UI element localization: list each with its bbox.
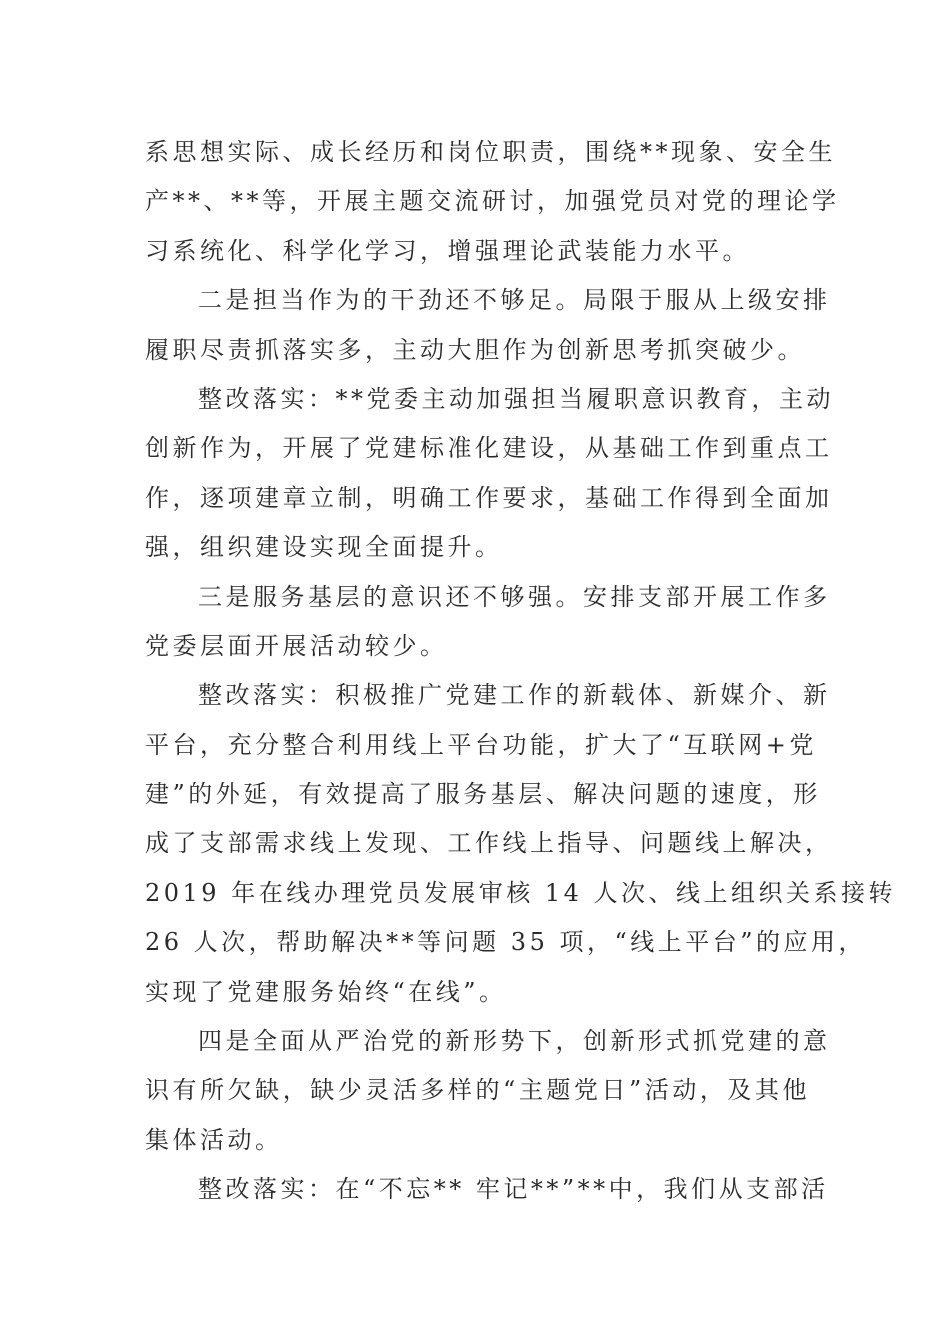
text-line: 履职尽责抓落实多，主动大胆作为创新思考抓突破少。 (145, 335, 805, 364)
text-line: 二是担当作为的干劲还不够足。局限于服从上级安排 (198, 286, 831, 315)
text-line: 平台，充分整合利用线上平台功能，扩大了“互联网+党 (145, 730, 817, 759)
text-line: 三是服务基层的意识还不够强。安排支部开展工作多 (198, 582, 831, 611)
text-line: 产**、**等，开展主题交流研讨，加强党员对党的理论学 (145, 187, 840, 216)
text-line: 系思想实际、成长经历和岗位职责，围绕**现象、安全生 (145, 138, 836, 166)
paragraph-fix-4 (145, 1165, 829, 1214)
text-line: 强，组织建设实现全面提升。 (145, 533, 503, 562)
text-line: 整改落实：在“不忘** 牢记**”**中，我们从支部活 (198, 1175, 829, 1204)
paragraph-fix-2 (145, 375, 834, 573)
text-line: 实现了党建服务始终“在线”。 (145, 977, 507, 1006)
text-line: 党委层面开展活动较少。 (145, 631, 448, 660)
text-line: 成了支部需求线上发现、工作线上指导、问题线上解决， (145, 829, 833, 858)
text-line: 建”的外延，有效提高了服务基层、解决问题的速度，形 (145, 780, 821, 809)
text-line: 整改落实：**党委主动加强担当履职意识教育，主动 (198, 384, 834, 413)
text-line: 识有所欠缺，缺少灵活多样的“主题党日”活动，及其他 (145, 1076, 810, 1105)
paragraph-problem-3 (145, 573, 831, 672)
text-line: 作，逐项建章立制，明确工作要求，基础工作得到全面加 (145, 483, 833, 512)
text-line: 习系统化、科学化学习，增强理论武装能力水平。 (145, 236, 750, 265)
paragraph-study-continuation (145, 128, 840, 276)
text-line: 集体活动。 (145, 1125, 283, 1154)
paragraph-fix-3 (145, 671, 897, 1017)
text-line: 四是全面从严治党的新形势下，创新形式抓党建的意 (198, 1027, 831, 1056)
text-line: 创新作为，开展了党建标准化建设，从基础工作到重点工 (145, 434, 833, 463)
document-body (145, 128, 897, 1215)
text-line: 26 人次，帮助解决**等问题 35 项，“线上平台”的应用， (145, 928, 867, 957)
text-line: 整改落实：积极推广党建工作的新载体、新媒介、新 (198, 681, 831, 710)
paragraph-problem-4 (145, 1017, 831, 1165)
text-line: 2019 年在线办理党员发展审核 14 人次、线上组织关系接转 (145, 878, 897, 907)
paragraph-problem-2 (145, 276, 831, 375)
